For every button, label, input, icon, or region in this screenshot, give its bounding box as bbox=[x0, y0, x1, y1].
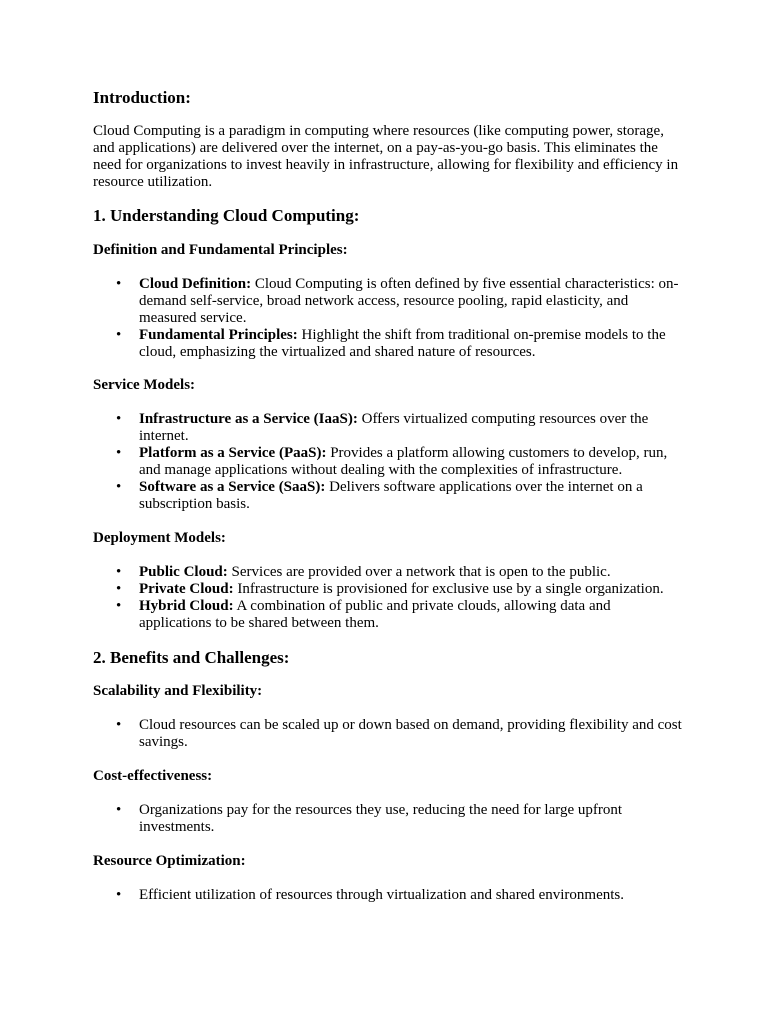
list-item: • Efficient utilization of resources through virtualization and shared environments. bbox=[139, 887, 683, 904]
item-text: Cloud Computing is often defined by five essential characteristics: on-demand self-service, broad network access, resource pooling, rapid elasticity, and measured service. bbox=[139, 276, 679, 326]
item-label: Software as a Service (SaaS): bbox=[139, 479, 326, 495]
item-text: Services are provided over a network that is open to the public. bbox=[227, 564, 611, 580]
list-item bbox=[139, 411, 683, 445]
list-item bbox=[139, 479, 683, 513]
service-models-list bbox=[93, 411, 683, 513]
intro-paragraph: Cloud Computing is a paradigm in computing where resources (like computing power, storage, and applications) are delivered over the internet, on a pay-as-you-go basis. This eliminates the need for organizations to invest heavily in infrastructure, allowing for flexibility and efficiency in resource utilization. bbox=[93, 123, 679, 190]
section1-heading: 1. Understanding Cloud Computing: bbox=[93, 206, 360, 225]
optimization-heading: Resource Optimization: bbox=[93, 853, 246, 869]
service-models-heading: Service Models: bbox=[93, 377, 196, 393]
item-label: Fundamental Principles: bbox=[139, 327, 298, 343]
item-text: A combination of public and private clouds, allowing data and applications to be shared between them. bbox=[139, 598, 611, 631]
item-text: Offers virtualized computing resources over the internet. bbox=[139, 411, 649, 444]
item-text: Highlight the shift from traditional on-premise models to the cloud, emphasizing the virtualized and shared nature of resources. bbox=[139, 327, 666, 360]
item-label: Cloud Definition: bbox=[139, 276, 252, 292]
cost-list bbox=[93, 802, 683, 836]
list-item bbox=[139, 327, 683, 361]
item-label: Private Cloud: bbox=[139, 581, 234, 597]
optimization-list bbox=[93, 887, 683, 904]
section2-heading: 2. Benefits and Challenges: bbox=[93, 648, 290, 667]
item-label: Platform as a Service (PaaS): bbox=[139, 445, 327, 461]
deployment-models-heading: Deployment Models: bbox=[93, 530, 226, 546]
list-item: • Organizations pay for the resources they use, reducing the need for large upfront investments. bbox=[139, 802, 683, 836]
item-text: Infrastructure is provisioned for exclusive use by a single organization. bbox=[233, 581, 664, 597]
item-label: Public Cloud: bbox=[139, 564, 228, 580]
item-label: Infrastructure as a Service (IaaS): bbox=[139, 411, 358, 427]
list-item bbox=[139, 276, 683, 327]
item-text: Provides a platform allowing customers to develop, run, and manage applications without dealing with the complexities of infrastructure. bbox=[139, 445, 668, 478]
item-label: Hybrid Cloud: bbox=[139, 598, 234, 614]
list-item bbox=[139, 445, 683, 479]
intro-heading: Introduction: bbox=[93, 88, 191, 107]
definition-heading: Definition and Fundamental Principles: bbox=[93, 242, 348, 258]
definition-list bbox=[93, 276, 683, 361]
scalability-list bbox=[93, 717, 683, 751]
list-item bbox=[139, 564, 683, 581]
deployment-models-list bbox=[93, 564, 683, 632]
list-item bbox=[139, 581, 683, 598]
list-item bbox=[139, 598, 683, 632]
cost-heading: Cost-effectiveness: bbox=[93, 768, 213, 784]
list-item: • Cloud resources can be scaled up or down based on demand, providing flexibility and cost savings. bbox=[139, 717, 683, 751]
item-text: Delivers software applications over the internet on a subscription basis. bbox=[139, 479, 643, 512]
document-body bbox=[93, 88, 683, 904]
scalability-heading: Scalability and Flexibility: bbox=[93, 683, 263, 699]
